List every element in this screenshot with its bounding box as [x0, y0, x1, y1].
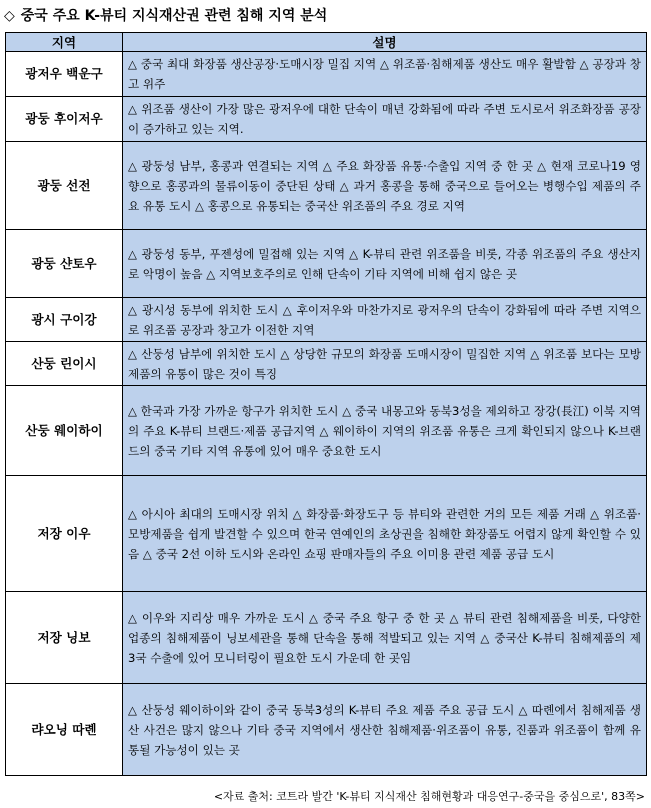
table-row	[6, 142, 647, 230]
table-row	[6, 684, 647, 776]
description-cell: △ 광둥성 남부, 홍콩과 연결되는 지역 △ 주요 화장품 유통·수출입 지역 중 한 곳 △ 현재 코로나19 영향으로 홍콩과의 물류이동이 중단된 상태 △ 과거 홍콩을 통해 중국으로 들어오는 병행수입 제품의 주요 유통 도시 △ 홍콩으로 유통되는 중국산 위조품의 주요 경로 지역	[123, 142, 647, 230]
header-description: 설명	[123, 33, 647, 52]
region-cell: 광둥 후이저우	[6, 97, 123, 142]
region-cell: 광둥 샨토우	[6, 230, 123, 298]
description-cell: △ 산둥성 남부에 위치한 도시 △ 상당한 규모의 화장품 도매시장이 밀집한 지역 △ 위조품 보다는 모방제품의 유통이 많은 것이 특징	[123, 342, 647, 386]
diamond-icon: ◇	[4, 8, 15, 24]
source-citation: <자료 출처: 코트라 발간 'K-뷰티 지식재산 침해현황과 대응연구-중국을 중심으로', 83쪽>	[213, 790, 645, 803]
table-row	[6, 230, 647, 298]
description-cell: △ 산둥성 웨이하이와 같이 중국 동북3성의 K-뷰티 주요 제품 주요 공급 도시 △ 따롄에서 침해제품 생산 사건은 많지 않으나 기타 중국 지역에서 생산한 침해제품·위조품이 유통, 진품과 위조품이 함께 유통될 가능성이 있는 곳	[123, 684, 647, 776]
document-title	[4, 5, 327, 25]
region-cell: 광시 구이강	[6, 298, 123, 342]
description-cell: △ 광시성 동부에 위치한 도시 △ 후이저우와 마찬가지로 광저우의 단속이 강화됨에 따라 주변 지역으로 위조품 공장과 창고가 이전한 지역	[123, 298, 647, 342]
title-text: 중국 주요 K-뷰티 지식재산권 관련 침해 지역 분석	[20, 8, 328, 24]
region-table	[5, 32, 647, 776]
description-cell: △ 한국과 가장 가까운 항구가 위치한 도시 △ 중국 내몽고와 동북3성을 제외하고 장강(長江) 이북 지역의 주요 K-뷰티 브랜드·제품 공급지역 △ 웨이하이 지역의 위조품 유통은 크게 확인되지 않으나 K-브랜드의 중국 기타 지역 유통에 있어 매우 중요한 도시	[123, 386, 647, 476]
region-cell: 저장 닝보	[6, 592, 123, 684]
table-row	[6, 342, 647, 386]
table-row	[6, 386, 647, 476]
table-row	[6, 97, 647, 142]
description-cell: △ 광둥성 동부, 푸젠성에 밀접해 있는 지역 △ K-뷰티 관련 위조품을 비롯, 각종 위조품의 주요 생산지로 악명이 높음 △ 지역보호주의로 인해 단속이 기타 지역에 비해 쉽지 않은 곳	[123, 230, 647, 298]
region-cell: 랴오닝 따롄	[6, 684, 123, 776]
region-cell: 광둥 선전	[6, 142, 123, 230]
region-cell: 산둥 웨이하이	[6, 386, 123, 476]
table-row	[6, 52, 647, 97]
table-row	[6, 592, 647, 684]
description-cell: △ 위조품 생산이 가장 많은 광저우에 대한 단속이 매년 강화됨에 따라 주변 도시로서 위조화장품 공장이 증가하고 있는 지역.	[123, 97, 647, 142]
region-cell: 저장 이우	[6, 476, 123, 592]
table-row	[6, 298, 647, 342]
table-row	[6, 476, 647, 592]
table-header-row	[6, 33, 647, 52]
description-cell: △ 중국 최대 화장품 생산공장·도매시장 밀집 지역 △ 위조품·침해제품 생산도 매우 활발함 △ 공장과 창고 위주	[123, 52, 647, 97]
region-cell: 산둥 린이시	[6, 342, 123, 386]
header-region: 지역	[6, 33, 123, 52]
region-cell: 광저우 백운구	[6, 52, 123, 97]
description-cell: △ 이우와 지리상 매우 가까운 도시 △ 중국 주요 항구 중 한 곳 △ 뷰티 관련 침해제품을 비롯, 다양한 업종의 침해제품이 닝보세관을 통해 단속을 통해 적발되고 있는 지역 △ 중국산 K-뷰티 침해제품의 제 3국 수출에 있어 모니터링이 필요한 도시 가운데 한 곳임	[123, 592, 647, 684]
description-cell: △ 아시아 최대의 도매시장 위치 △ 화장품·화장도구 등 뷰티와 관련한 거의 모든 제품 거래 △ 위조품·모방제품을 쉽게 발견할 수 있으며 한국 연예인의 초상권을 침해한 화장품도 어렵지 않게 확인할 수 있음 △ 중국 2선 이하 도시와 온라인 쇼핑 판매자들의 주요 이미용 관련 제품 공급 도시	[123, 476, 647, 592]
